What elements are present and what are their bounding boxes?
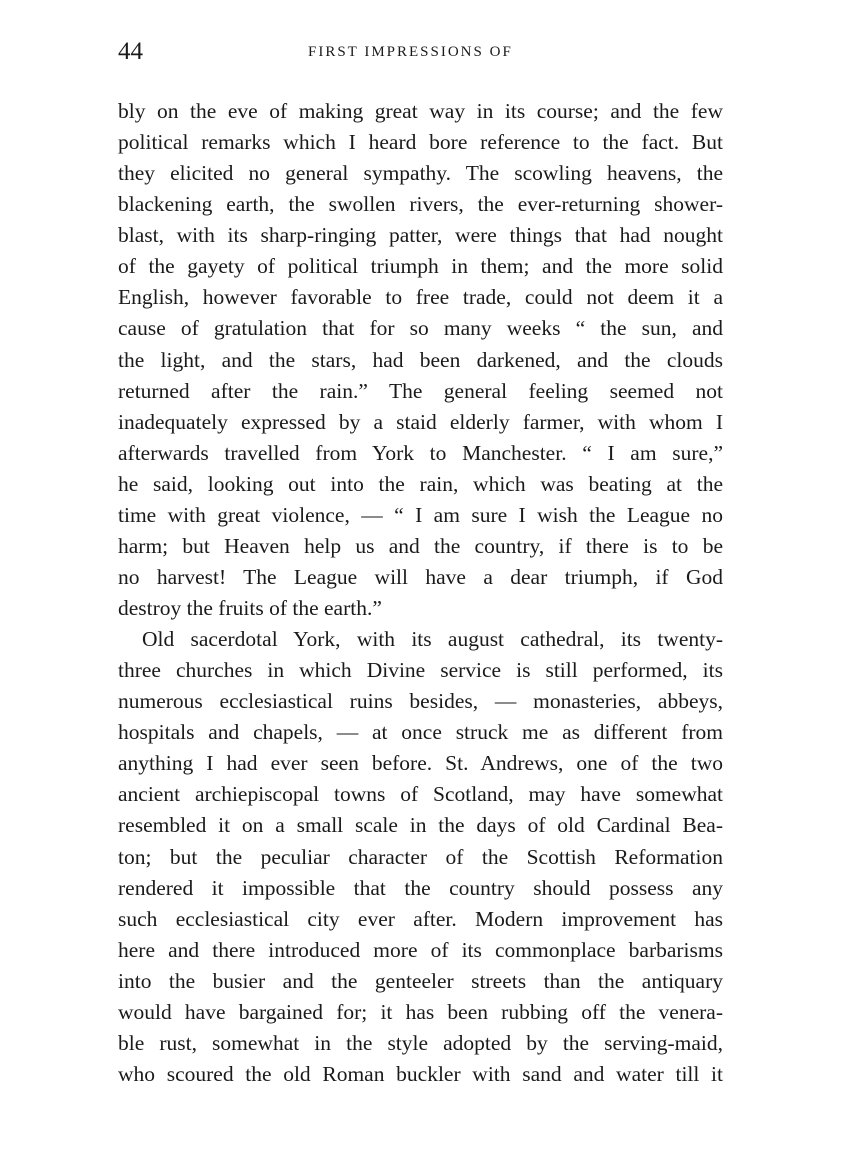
text-line: the light, and the stars, had been darkened, and the clouds: [118, 347, 723, 372]
text-line: who scoured the old Roman buckler with sand and water till it: [118, 1061, 723, 1086]
text-line: returned after the rain.” The general feeling seemed not: [118, 378, 723, 403]
text-line: such ecclesiastical city ever after. Modern improvement has: [118, 906, 723, 931]
text-line: bly on the eve of making great way in its course; and the few: [118, 99, 723, 123]
text-line: political remarks which I heard bore reference to the fact. But: [118, 130, 723, 155]
text-line: three churches in which Divine service is still performed, its: [118, 658, 723, 683]
text-line: here and there introduced more of its commonplace barbarisms: [118, 937, 723, 962]
text-line: into the busier and the genteeler streets than the antiquary: [118, 968, 723, 993]
paragraph-end-line: destroy the fruits of the earth.”: [118, 596, 382, 620]
text-line: of the gayety of political triumph in them; and the more solid: [118, 254, 723, 279]
text-line: resembled it on a small scale in the days of old Cardinal Bea-: [118, 813, 723, 838]
text-line: ton; but the peculiar character of the Scottish Reformation: [118, 844, 723, 869]
body-text: [118, 96, 723, 1090]
text-line: anything I had ever seen before. St. Andrews, one of the two: [118, 751, 723, 776]
text-line: ble rust, somewhat in the style adopted by the serving-maid,: [118, 1030, 723, 1055]
text-line: would have bargained for; it has been rubbing off the venera-: [118, 999, 723, 1024]
text-line: numerous ecclesiastical ruins besides, — monasteries, abbeys,: [118, 689, 723, 714]
text-line: English, however favorable to free trade, could not deem it a: [118, 285, 723, 310]
text-line: blast, with its sharp-ringing patter, were things that had nought: [118, 223, 723, 248]
text-line: ancient archiepiscopal towns of Scotland, may have somewhat: [118, 782, 723, 807]
paragraph-start-line: Old sacerdotal York, with its august cathedral, its twenty-: [142, 627, 723, 652]
text-line: harm; but Heaven help us and the country, if there is to be: [118, 533, 723, 558]
running-head: [118, 36, 723, 68]
text-line: time with great violence, — “ I am sure I wish the League no: [118, 502, 723, 527]
text-line: they elicited no general sympathy. The scowling heavens, the: [118, 161, 723, 186]
page-number: 44: [118, 38, 143, 65]
text-line: inadequately expressed by a staid elderly farmer, with whom I: [118, 409, 723, 434]
text-line: afterwards travelled from York to Manchester. “ I am sure,”: [118, 440, 723, 465]
text-line: he said, looking out into the rain, which was beating at the: [118, 471, 723, 496]
text-line: cause of gratulation that for so many weeks “ the sun, and: [118, 316, 723, 341]
text-line: blackening earth, the swollen rivers, the ever-returning shower-: [118, 192, 723, 217]
text-line: rendered it impossible that the country should possess any: [118, 875, 723, 900]
text-line: no harvest! The League will have a dear triumph, if God: [118, 564, 723, 589]
text-line: hospitals and chapels, — at once struck me as different from: [118, 720, 723, 745]
running-title: FIRST IMPRESSIONS OF: [308, 44, 513, 60]
